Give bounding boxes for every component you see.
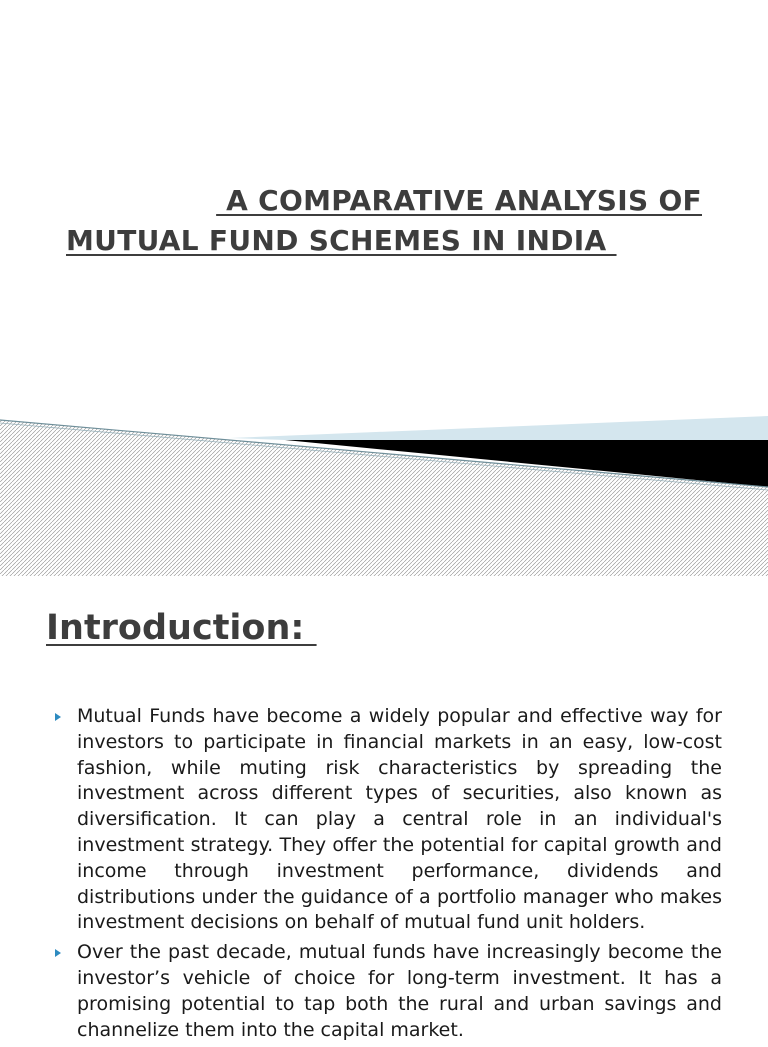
decorative-banner [0,410,768,576]
section-heading: Introduction: [46,608,317,648]
list-item [52,940,722,1043]
bullet-arrow-icon [55,949,61,957]
title-line: MUTUAL FUND SCHEMES IN INDIA [66,224,617,257]
bullet-arrow-icon [55,713,61,721]
title-line: A COMPARATIVE ANALYSIS OF [216,184,702,217]
list-item [52,704,722,936]
light-blue-band [230,416,768,440]
slide-title [66,181,706,261]
introduction-slide [0,576,768,1041]
bullet-text: Mutual Funds have become a widely popular and effective way for investors to participate in financial markets in an easy, low-cost fashion, while muting risk characteristics by spreading the investment across different types of securities, also known as diversification. It can play a central role in an individual's investment strategy. They offer the potential for capital growth and income through investment performance, dividends and distributions under the guidance of a portfolio manager who makes investment decisions on behalf of mutual fund unit holders. [77,705,722,934]
bullet-text: Over the past decade, mutual funds have increasingly become the investor’s vehicle of choice for long-term investment. It has a promising potential to tap both the rural and urban savings and channelize them into the capital market. [77,941,722,1041]
bullet-list [52,704,722,1047]
